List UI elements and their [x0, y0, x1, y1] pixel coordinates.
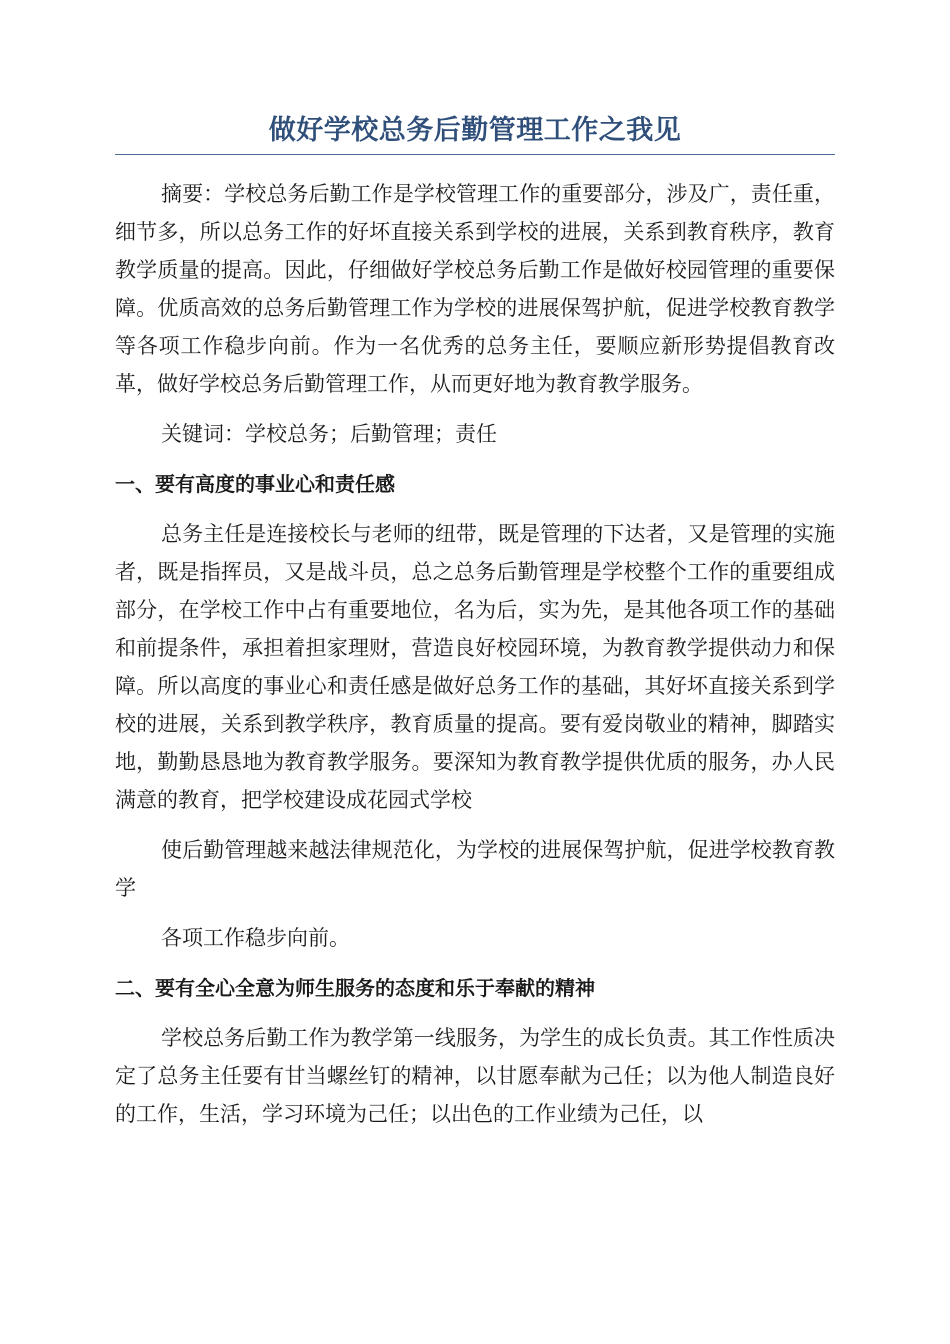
- section1-paragraph-2: 使后勤管理越来越法律规范化，为学校的进展保驾护航，促进学校教育教学: [115, 838, 835, 900]
- section2-paragraph-1: 学校总务后勤工作为教学第一线服务，为学生的成长负责。其工作性质决定了总务主任要有甘当螺丝钉的精神，以甘愿奉献为己任；以为他人制造良好的工作，生活，学习环境为己任；以出色的工作业绩为己任，以: [115, 1026, 835, 1126]
- abstract-paragraph: 摘要：学校总务后勤工作是学校管理工作的重要部分，涉及广，责任重，细节多，所以总务工作的好坏直接关系到学校的进展，关系到教育秩序，教育教学质量的提高。因此，仔细做好学校总务后勤工作是做好校园管理的重要保障。优质高效的总务后勤管理工作为学校的进展保驾护航，促进学校教育教学等各项工作稳步向前。作为一名优秀的总务主任，要顺应新形势提倡教育改革，做好学校总务后勤管理工作，从而更好地为教育教学服务。: [115, 182, 835, 396]
- title-underline: [115, 154, 835, 155]
- keywords-line: 关键词：学校总务；后勤管理；责任: [161, 422, 497, 446]
- document-title: 做好学校总务后勤管理工作之我见: [268, 115, 682, 146]
- document-page: [115, 112, 835, 1145]
- section-heading-1: 一、要有高度的事业心和责任感: [115, 472, 395, 496]
- section-heading-2: 二、要有全心全意为师生服务的态度和乐于奉献的精神: [115, 976, 595, 1000]
- section1-paragraph-3: 各项工作稳步向前。: [161, 926, 350, 950]
- section1-paragraph-1: 总务主任是连接校长与老师的纽带，既是管理的下达者，又是管理的实施者，既是指挥员，又是战斗员，总之总务后勤管理是学校整个工作的重要组成部分，在学校工作中占有重要地位，名为后，实为先，是其他各项工作的基础和前提条件，承担着担家理财，营造良好校园环境，为教育教学提供动力和保障。所以高度的事业心和责任感是做好总务工作的基础，其好坏直接关系到学校的进展，关系到教学秩序，教育质量的提高。要有爱岗敬业的精神，脚踏实地，勤勤恳恳地为教育教学服务。要深知为教育教学提供优质的服务，办人民满意的教育，把学校建设成花园式学校: [115, 522, 835, 812]
